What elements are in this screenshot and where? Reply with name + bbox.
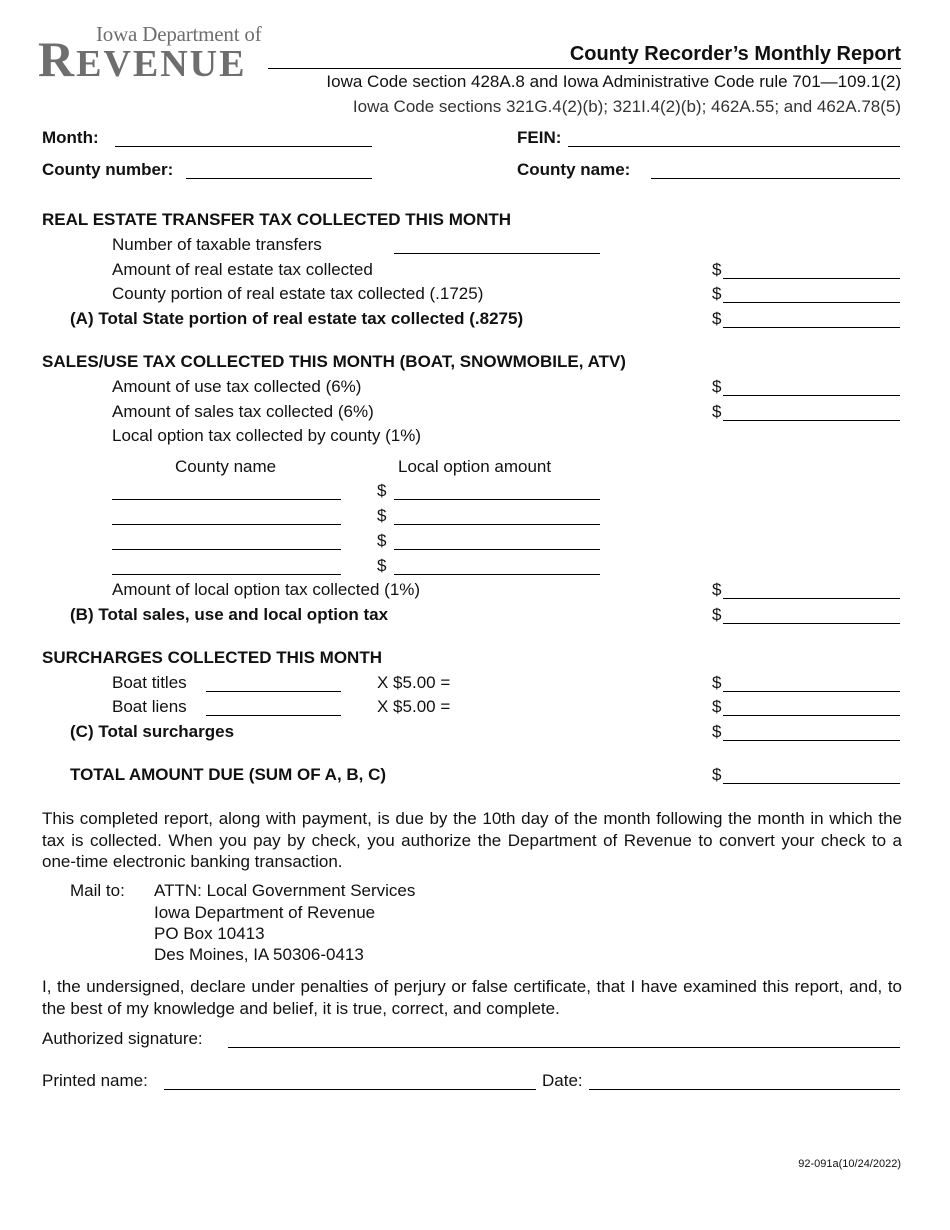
county-portion-label: County portion of real estate tax collected (.1725) — [112, 284, 484, 303]
dollar-sign: $ — [712, 765, 722, 784]
mail-address-line-4: Des Moines, IA 50306-0413 — [154, 945, 364, 964]
date-field[interactable] — [589, 1089, 900, 1090]
local-option-amount-field[interactable] — [394, 549, 600, 550]
sales-tax-label: Amount of sales tax collected (6%) — [112, 402, 374, 421]
boat-liens-amount-field[interactable] — [723, 715, 900, 716]
local-option-amount-column-header: Local option amount — [398, 457, 552, 476]
code-reference-1: Iowa Code section 428A.8 and Iowa Administrative Code rule 701—109.1(2) — [326, 72, 901, 91]
dollar-sign: $ — [377, 481, 387, 500]
total-a-label: (A) Total State portion of real estate tax collected (.8275) — [70, 309, 524, 328]
dollar-sign: $ — [377, 556, 387, 575]
dollar-sign: $ — [712, 673, 722, 692]
dollar-sign: $ — [712, 309, 722, 328]
declaration-paragraph: I, the undersigned, declare under penalties of perjury or false certificate, that I have examined this report, and, to the best of my knowledge and belief, it is true, correct, and complete. — [42, 977, 902, 1018]
printed-name-field[interactable] — [164, 1089, 536, 1090]
dollar-sign: $ — [712, 580, 722, 599]
mail-address-line-2: Iowa Department of Revenue — [154, 903, 376, 922]
authorized-signature-field[interactable] — [228, 1047, 900, 1048]
real-estate-amount-label: Amount of real estate tax collected — [112, 260, 373, 279]
date-label: Date: — [542, 1071, 583, 1090]
boat-titles-amount-field[interactable] — [723, 691, 900, 692]
dollar-sign: $ — [712, 402, 722, 421]
boat-titles-multiplier: X $5.00 = — [377, 673, 451, 692]
instructions-paragraph: This completed report, along with payment, is due by the 10th day of the month following the month in which the tax is collected. When you pay by check, you authorize the Department of Revenue to convert your check to a one-time electronic banking transaction. — [42, 809, 902, 871]
boat-titles-count-field[interactable] — [206, 691, 341, 692]
boat-titles-label: Boat titles — [112, 673, 187, 692]
local-option-amount-field[interactable] — [394, 499, 600, 500]
county-number-label: County number: — [42, 160, 174, 179]
form-title: County Recorder’s Monthly Report — [569, 43, 901, 65]
real-estate-amount-field[interactable] — [723, 278, 900, 279]
boat-liens-multiplier: X $5.00 = — [377, 697, 451, 716]
taxable-transfers-label: Number of taxable transfers — [112, 235, 322, 254]
code-reference-2: Iowa Code sections 321G.4(2)(b); 321I.4(2)(b); 462A.55; and 462A.78(5) — [352, 97, 901, 116]
real-estate-heading: REAL ESTATE TRANSFER TAX COLLECTED THIS MONTH — [42, 210, 512, 229]
local-option-label: Local option tax collected by county (1%) — [112, 426, 422, 445]
boat-liens-count-field[interactable] — [206, 715, 341, 716]
local-option-amount-field[interactable] — [394, 524, 600, 525]
fein-field[interactable] — [568, 146, 900, 147]
sales-use-heading: SALES/USE TAX COLLECTED THIS MONTH (BOAT, SNOWMOBILE, ATV) — [42, 352, 626, 371]
total-due-field[interactable] — [723, 783, 900, 784]
total-b-field[interactable] — [723, 623, 900, 624]
logo-first-letter: R — [38, 31, 77, 87]
local-option-amount-field[interactable] — [394, 574, 600, 575]
dollar-sign: $ — [377, 531, 387, 550]
month-label: Month: — [42, 128, 99, 147]
sales-tax-field[interactable] — [723, 420, 900, 421]
dollar-sign: $ — [712, 260, 722, 279]
dollar-sign: $ — [712, 722, 722, 741]
logo-revenue-wordmark — [38, 30, 246, 88]
total-a-field[interactable] — [723, 327, 900, 328]
mail-address-line-3: PO Box 10413 — [154, 924, 265, 943]
total-c-field[interactable] — [723, 740, 900, 741]
local-county-name-field[interactable] — [112, 549, 341, 550]
authorized-signature-label: Authorized signature: — [42, 1029, 203, 1048]
county-name-label: County name: — [517, 160, 631, 179]
total-b-label: (B) Total sales, use and local option tax — [70, 605, 389, 624]
logo-rest-letters: EVENUE — [76, 43, 247, 85]
dollar-sign: $ — [712, 697, 722, 716]
local-option-total-label: Amount of local option tax collected (1%) — [112, 580, 421, 599]
mail-to-label: Mail to: — [70, 881, 125, 900]
county-number-field[interactable] — [186, 178, 372, 179]
use-tax-label: Amount of use tax collected (6%) — [112, 377, 362, 396]
printed-name-label: Printed name: — [42, 1071, 148, 1090]
boat-liens-label: Boat liens — [112, 697, 187, 716]
total-due-label: TOTAL AMOUNT DUE (SUM OF A, B, C) — [70, 765, 387, 784]
county-name-field[interactable] — [651, 178, 900, 179]
surcharges-heading: SURCHARGES COLLECTED THIS MONTH — [42, 648, 382, 667]
local-county-name-field[interactable] — [112, 524, 341, 525]
local-option-total-field[interactable] — [723, 598, 900, 599]
dollar-sign: $ — [377, 506, 387, 525]
use-tax-field[interactable] — [723, 395, 900, 396]
month-field[interactable] — [115, 146, 372, 147]
form-code: 92-091a(10/24/2022) — [798, 1158, 901, 1170]
header-rule — [268, 68, 901, 69]
local-county-name-field[interactable] — [112, 574, 341, 575]
taxable-transfers-field[interactable] — [394, 253, 600, 254]
county-name-column-header: County name — [175, 457, 277, 476]
total-c-label: (C) Total surcharges — [70, 722, 235, 741]
dollar-sign: $ — [712, 377, 722, 396]
county-portion-field[interactable] — [723, 302, 900, 303]
mail-address-line-1: ATTN: Local Government Services — [154, 881, 416, 900]
dollar-sign: $ — [712, 605, 722, 624]
local-county-name-field[interactable] — [112, 499, 341, 500]
logo-department-text: Iowa Department of — [96, 22, 262, 46]
dollar-sign: $ — [712, 284, 722, 303]
fein-label: FEIN: — [517, 128, 562, 147]
